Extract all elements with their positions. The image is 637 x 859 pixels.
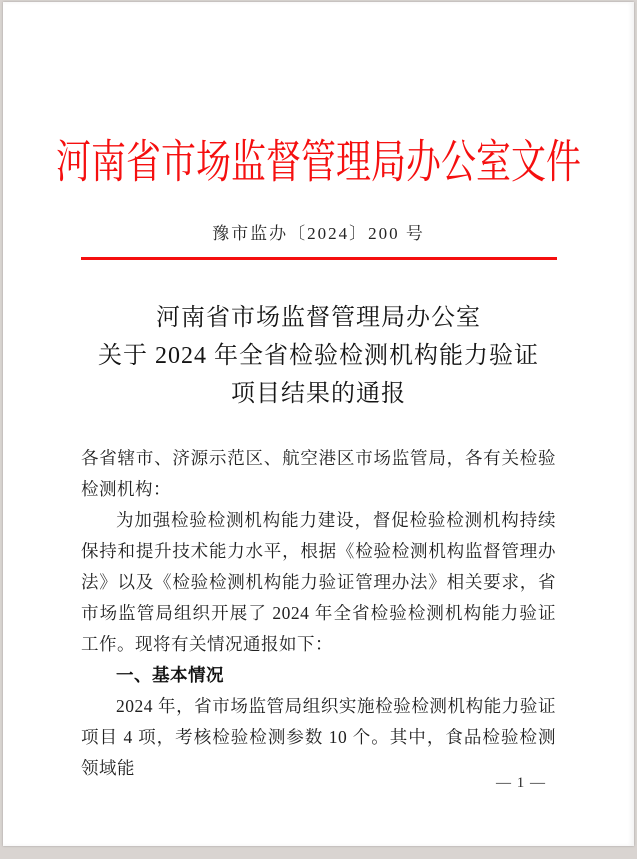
letterhead-title: 河南省市场监督管理局办公室文件 bbox=[55, 136, 581, 189]
document-body bbox=[81, 443, 556, 784]
salutation-paragraph: 各省辖市、济源示范区、航空港区市场监管局，各有关检验检测机构： bbox=[81, 448, 556, 499]
document-title bbox=[43, 299, 594, 413]
section-heading-basic-situation: 一、基本情况 bbox=[116, 665, 224, 685]
document-title-line-2: 关于 2024 年全省检验检测机构能力验证 bbox=[98, 343, 539, 369]
document-title-line-3: 项目结果的通报 bbox=[231, 381, 406, 407]
red-divider-line bbox=[81, 257, 557, 260]
section1-paragraph: 2024 年，省市场监管局组织实施检验检测机构能力验证项目 4 项，考核检验检测参数 10 个。其中，食品检验检测领域能 bbox=[81, 696, 556, 778]
document-number: 豫市监办〔2024〕200 号 bbox=[212, 224, 425, 243]
page-number: — 1 — bbox=[496, 775, 546, 791]
document-page bbox=[3, 2, 634, 846]
document-title-line-1: 河南省市场监督管理局办公室 bbox=[156, 305, 481, 331]
intro-paragraph: 为加强检验检测机构能力建设，督促检验检测机构持续保持和提升技术能力水平，根据《检验检测机构监督管理办法》以及《检验检测机构能力验证管理办法》相关要求，省市场监管局组织开展了 2024 年全省检验检测机构能力验证工作。现将有关情况通报如下： bbox=[81, 510, 556, 654]
